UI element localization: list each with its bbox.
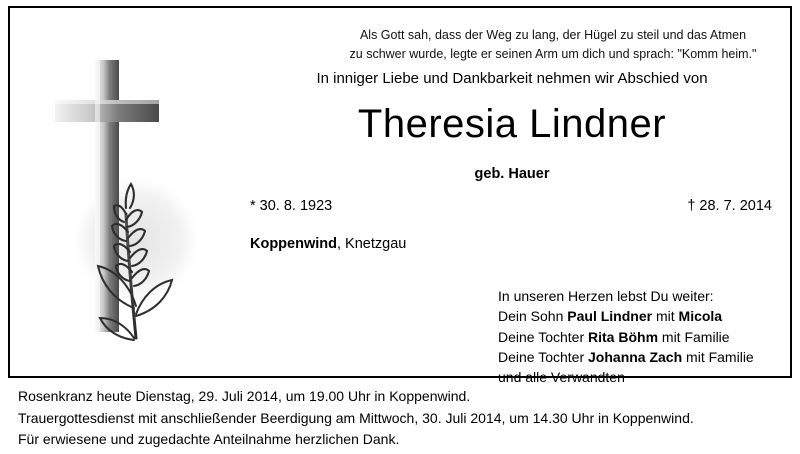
survivors-heading: In unseren Herzen lebst Du weiter: bbox=[498, 288, 714, 304]
notice-frame bbox=[8, 6, 792, 386]
life-dates bbox=[250, 198, 772, 218]
place-line bbox=[250, 236, 406, 252]
notice-text-column bbox=[222, 8, 790, 386]
survivor-name: Rita Böhm bbox=[588, 328, 659, 345]
verse-line-1: Als Gott sah, dass der Weg zu lang, der Hügel zu steil und das Atmen bbox=[359, 28, 747, 42]
survivor-middle: mit Familie bbox=[682, 348, 754, 365]
survivor-prefix: Dein Sohn bbox=[498, 308, 568, 325]
survivor-middle: mit Familie bbox=[658, 328, 730, 345]
survivor-middle: mit bbox=[652, 308, 679, 325]
survivors-block bbox=[498, 286, 798, 387]
maiden-name: geb. Hauer bbox=[474, 166, 550, 182]
deceased-name: Theresia Lindner bbox=[357, 102, 667, 146]
birth-date: * 30. 8. 1923 bbox=[250, 198, 333, 214]
survivor-name: Paul Lindner bbox=[567, 308, 653, 325]
verse-text bbox=[318, 26, 788, 65]
footer-line-3: Für erwiesene und zugedachte Anteilnahme herzlichen Dank. bbox=[18, 431, 400, 448]
death-date: † 28. 7. 2014 bbox=[687, 198, 772, 214]
survivor-name-2: Micola bbox=[678, 308, 723, 325]
survivor-line bbox=[498, 347, 798, 367]
place-region: , Knetzgau bbox=[337, 236, 407, 252]
footer-line-1: Rosenkranz heute Dienstag, 29. Juli 2014, um 19.00 Uhr in Koppenwind. bbox=[18, 388, 471, 404]
intro-text: In inniger Liebe und Dankbarkeit nehmen wir Abschied von bbox=[316, 70, 708, 87]
survivor-line bbox=[498, 367, 798, 387]
survivor-prefix: und alle Verwandten bbox=[498, 369, 625, 386]
survivor-prefix: Deine Tochter bbox=[498, 328, 589, 345]
service-details bbox=[18, 386, 788, 451]
footer-line-2: Trauergottesdienst mit anschließender Beerdigung am Mittwoch, 30. Juli 2014, um 14.30 Uhr in Koppenwind. bbox=[18, 409, 694, 426]
verse-line-2: zu schwer wurde, legte er seinen Arm um dich und sprach: "Komm heim." bbox=[349, 47, 757, 62]
survivor-line bbox=[498, 327, 798, 347]
place-town: Koppenwind bbox=[250, 236, 337, 252]
survivor-prefix: Deine Tochter bbox=[498, 348, 589, 365]
survivor-name: Johanna Zach bbox=[588, 348, 683, 365]
emblem-illustration bbox=[10, 8, 220, 376]
survivor-line bbox=[498, 306, 798, 326]
halo-shape bbox=[74, 178, 198, 302]
